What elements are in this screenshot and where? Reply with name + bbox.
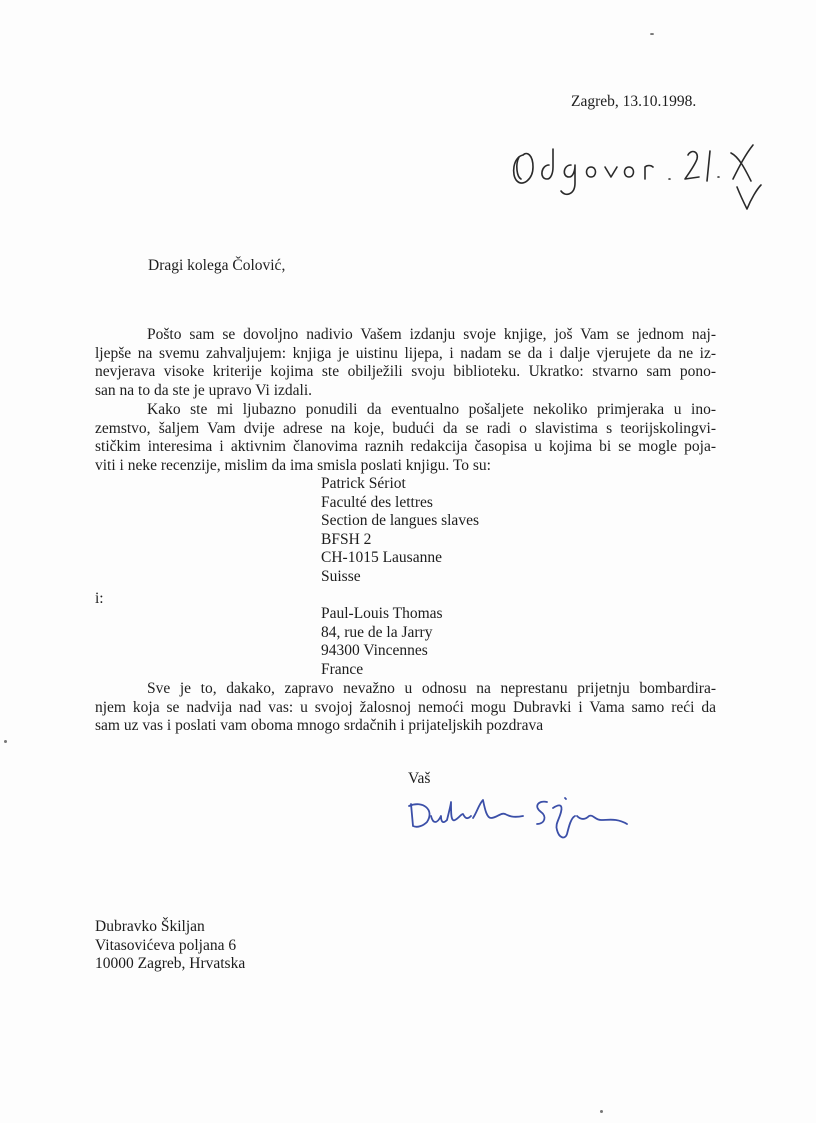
address-block-seriot	[321, 475, 479, 587]
address-line: CH-1015 Lausanne	[321, 549, 442, 567]
sender-name: Dubravko Škiljan	[95, 918, 205, 935]
paragraph-line: njem koja se nadvija nad vas: u svojoj žalosnoj nemoći mogu Dubravki i Vama samo reći da	[95, 698, 716, 716]
handwritten-reply-note	[505, 135, 775, 215]
sender-street: Vitasovićeva poljana 6	[95, 936, 237, 954]
address-line: 84, rue de la Jarry	[321, 623, 433, 641]
salutation: Dragi kolega Čolović,	[148, 257, 286, 274]
paragraph-line: nevjerava visoke kriterije kojima ste obilježili svoju biblioteku. Ukratko: stvarno sam ponо-	[95, 363, 716, 381]
paragraph-line: ljepše na svemu zahvaljujem: knjiga je uistinu lijepa, i nadam se da i dalje vjerujete da ne iz-	[95, 344, 716, 362]
paragraph-line: sam uz vas i poslati vam oboma mnogo srdačnih i prijateljskih pozdrava	[95, 717, 544, 735]
paragraph-line: viti i neke recenzije, mislim da ima smisla poslati knjigu. To su:	[95, 456, 491, 474]
paragraph-line: zemstvo, šaljem Vam dvije adrese na koje, budući da se radi o slavistima s teorijskolingvi-	[95, 419, 716, 437]
scan-speck	[4, 740, 7, 743]
paragraph-line: Kako ste mi ljubazno ponudili da eventualno pošaljete nekoliko primjeraka u ino-	[147, 401, 716, 418]
address-line: Suisse	[321, 567, 361, 585]
handwritten-signature	[405, 790, 635, 850]
address-line: 94300 Vincennes	[321, 642, 428, 660]
scan-speck	[650, 33, 654, 35]
paragraph-addresses-intro	[95, 401, 716, 475]
paragraph-line: Pošto sam se dovoljno nadivio Vašem izdanju svoje knjige, još Vam se jednom naj-	[147, 326, 716, 343]
paragraph-greetings	[95, 680, 716, 736]
scan-speck	[600, 1110, 603, 1113]
letter-date: Zagreb, 13.10.1998.	[571, 93, 697, 110]
address-line: Patrick Sériot	[321, 475, 406, 492]
address-line: Paul-Louis Thomas	[321, 605, 443, 622]
paragraph-line: stičkim interesima i aktivnim članovima raznih redakcija časopisa u kojima bi se mogle poja-	[95, 438, 716, 456]
paragraph-thanks	[95, 326, 716, 400]
closing: Vaš	[408, 770, 431, 787]
sender-city: 10000 Zagreb, Hrvatska	[95, 955, 246, 973]
address-line: France	[321, 660, 364, 678]
sender-address	[95, 918, 245, 974]
address-block-thomas	[321, 605, 443, 679]
address-line: Section de langues slaves	[321, 512, 479, 530]
address-line: BFSH 2	[321, 530, 372, 548]
address-line: Faculté des lettres	[321, 493, 433, 511]
conjunction-label: i:	[95, 590, 104, 607]
paragraph-line: Sve je to, dakako, zapravo nevažno u odnosu na neprestanu prijetnju bombardira-	[147, 680, 716, 697]
paragraph-line: san na to da ste je upravo Vi izdali.	[95, 381, 313, 399]
